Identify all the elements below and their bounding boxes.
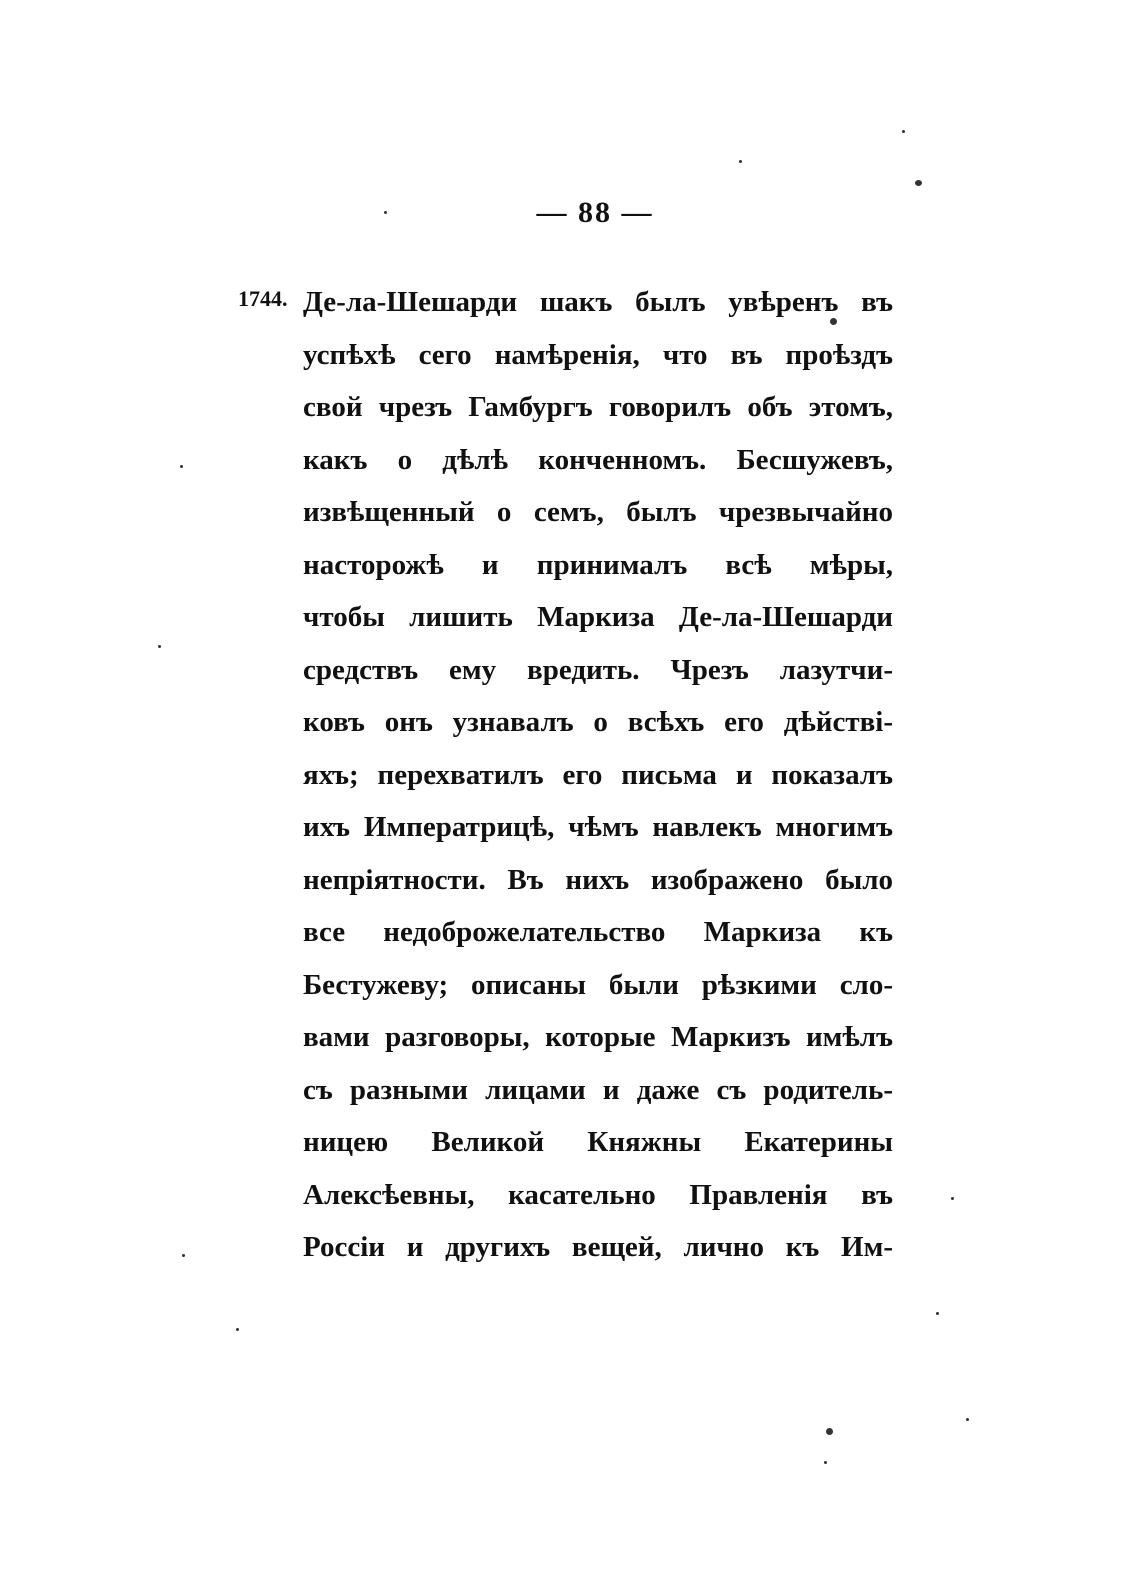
scan-speck (951, 1197, 954, 1200)
text-line: извѣщенный о семъ, былъ чрезвычайно (303, 496, 893, 528)
text-line: Де-ла-Шешарди шакъ былъ увѣренъ въ (303, 286, 893, 318)
text-line: свой чрезъ Гамбургъ говорилъ объ этомъ, (303, 391, 893, 423)
text-line: непріятности. Въ нихъ изображено было (303, 863, 893, 896)
scan-speck (966, 1418, 969, 1421)
text-line: ницею Великой Княжны Екатерины (303, 1126, 893, 1158)
margin-year-note: 1744. (238, 286, 288, 311)
text-line: ковъ онъ узнавалъ о всѣхъ его дѣйствi- (303, 706, 893, 738)
scan-speck (915, 180, 922, 186)
page-number: — 88 — (536, 196, 654, 229)
text-line: съ разными лицами и даже съ родитель- (303, 1073, 893, 1106)
text-line: успѣхѣ сего намѣренія, что въ проѣздъ (303, 338, 893, 371)
scan-speck (902, 130, 905, 133)
text-line: яхъ; перехватилъ его письма и показалъ (303, 758, 893, 791)
body-text (303, 276, 893, 1274)
scan-speck (826, 1428, 833, 1435)
text-line: какъ о дѣлѣ конченномъ. Бесшужевъ, (303, 443, 893, 476)
text-line: ихъ Императрицѣ, чѣмъ навлекъ многимъ (303, 811, 893, 843)
text-line: вами разговоры, которые Маркизъ имѣлъ (303, 1021, 893, 1053)
text-line: чтобы лишить Маркиза Де-ла-Шешарди (303, 601, 893, 633)
scan-speck (236, 1328, 239, 1331)
scan-speck (180, 465, 183, 468)
text-line: Бестужеву; описаны были рѣзкими сло- (303, 968, 893, 1001)
scan-speck (824, 1461, 827, 1464)
scan-speck (830, 318, 837, 325)
text-line: насторожѣ и принималъ всѣ мѣры, (303, 548, 893, 581)
scan-speck (739, 160, 742, 163)
scan-speck (384, 211, 387, 214)
scan-speck (158, 645, 161, 648)
text-line: средствъ ему вредить. Чрезъ лазутчи- (303, 653, 893, 686)
scan-speck (182, 1254, 185, 1257)
scan-speck (936, 1312, 939, 1315)
text-line: Россіи и другихъ вещей, лично къ Им- (303, 1231, 893, 1263)
text-line: Алексѣевны, касательно Правленія въ (303, 1178, 893, 1211)
text-line: все недоброжелательство Маркиза къ (303, 916, 893, 948)
